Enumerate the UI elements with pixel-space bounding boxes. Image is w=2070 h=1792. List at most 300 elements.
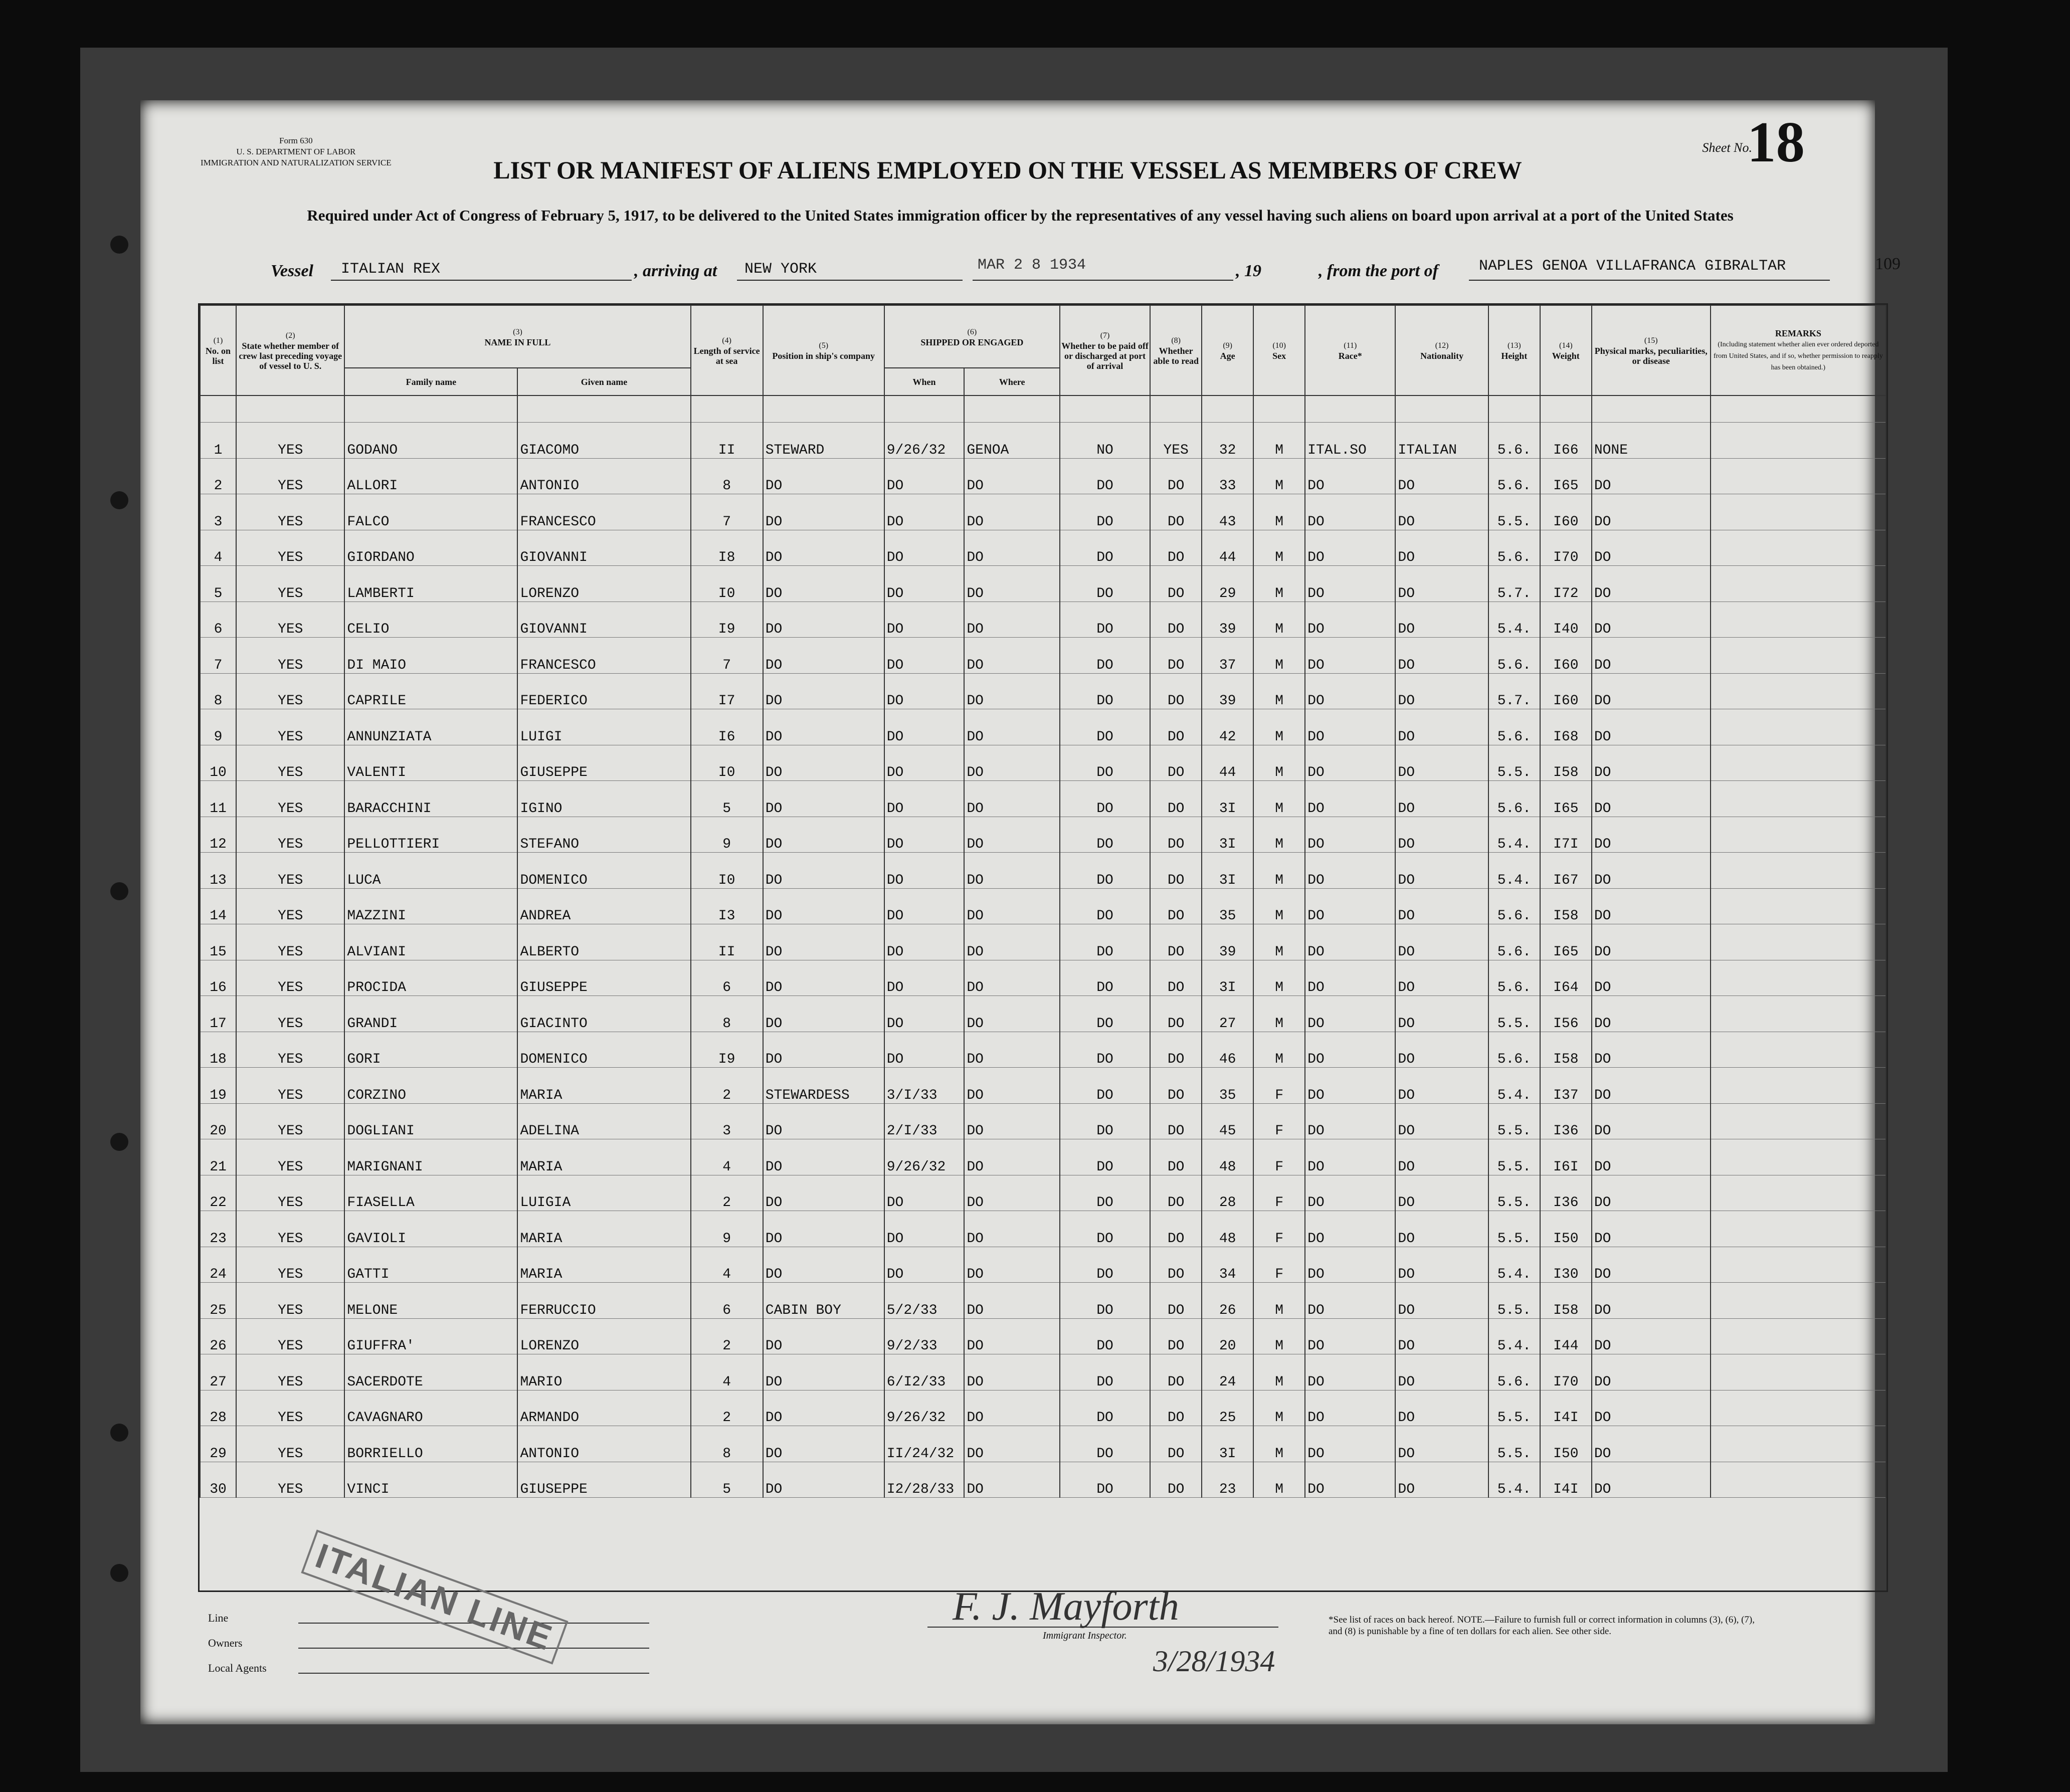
table-row (200, 602, 1886, 638)
shipped-when-cell: 2/I/33 (884, 1103, 965, 1139)
length-of-service-cell: 7 (691, 494, 763, 530)
family-name-cell: CAPRILE (344, 673, 517, 709)
race-cell: DO (1305, 1068, 1395, 1104)
previous-voyage-cell: YES (236, 996, 344, 1032)
row-number-cell: 22 (200, 1175, 236, 1211)
position-cell: STEWARD (763, 423, 884, 459)
weight-cell: I4I (1540, 1390, 1592, 1426)
previous-voyage-cell: YES (236, 745, 344, 781)
sex-cell: F (1253, 1211, 1305, 1247)
age-cell: 26 (1202, 1283, 1253, 1319)
sex-cell: M (1253, 602, 1305, 638)
able-to-read-cell: DO (1150, 709, 1202, 745)
sex-cell: M (1253, 960, 1305, 996)
race-cell: DO (1305, 709, 1395, 745)
able-to-read-cell: DO (1150, 888, 1202, 924)
family-name-cell: DOGLIANI (344, 1103, 517, 1139)
nationality-cell: DO (1395, 817, 1488, 853)
height-cell: 5.5. (1488, 1175, 1540, 1211)
previous-voyage-cell: YES (236, 781, 344, 817)
length-of-service-cell: 6 (691, 960, 763, 996)
remarks-cell (1711, 960, 1886, 996)
given-name-cell: ANTONIO (517, 458, 690, 494)
col-header-marks: (15) Physical marks, peculiarities, or disease (1592, 305, 1711, 395)
weight-cell: I66 (1540, 423, 1592, 459)
age-cell: 34 (1202, 1247, 1253, 1283)
form-tag: Form 630 U. S. DEPARTMENT OF LABOR IMMIGRATION AND NATURALIZATION SERVICE (201, 136, 392, 167)
shipped-where-cell: DO (964, 1175, 1060, 1211)
weight-cell: I58 (1540, 888, 1592, 924)
physical-marks-cell: DO (1592, 996, 1711, 1032)
sex-cell: M (1253, 817, 1305, 853)
paid-off-cell: DO (1060, 960, 1150, 996)
row-number-cell: 2 (200, 458, 236, 494)
family-name-cell: ALLORI (344, 458, 517, 494)
shipped-when-cell: DO (884, 709, 965, 745)
shipped-when-cell: DO (884, 458, 965, 494)
given-name-cell: GIACINTO (517, 996, 690, 1032)
shipped-where-cell: DO (964, 566, 1060, 602)
height-cell: 5.4. (1488, 1462, 1540, 1498)
shipped-when-cell: DO (884, 924, 965, 960)
able-to-read-cell: DO (1150, 960, 1202, 996)
shipped-when-cell: 9/26/32 (884, 1390, 965, 1426)
age-cell: 3I (1202, 960, 1253, 996)
remarks-cell (1711, 1139, 1886, 1175)
height-cell: 5.4. (1488, 1068, 1540, 1104)
table-row (200, 817, 1886, 853)
sex-cell: M (1253, 745, 1305, 781)
physical-marks-cell: DO (1592, 1247, 1711, 1283)
physical-marks-cell: DO (1592, 1390, 1711, 1426)
position-cell: DO (763, 1032, 884, 1068)
punch-hole (110, 882, 128, 900)
shipped-where-cell: DO (964, 817, 1060, 853)
weight-cell: I40 (1540, 602, 1592, 638)
race-cell: DO (1305, 853, 1395, 889)
vessel-name: ITALIAN REX (341, 261, 441, 278)
height-cell: 5.7. (1488, 566, 1540, 602)
family-name-cell: BORRIELLO (344, 1426, 517, 1462)
age-cell: 28 (1202, 1175, 1253, 1211)
position-cell: DO (763, 817, 884, 853)
paid-off-cell: DO (1060, 1175, 1150, 1211)
height-cell: 5.6. (1488, 888, 1540, 924)
race-cell: DO (1305, 1139, 1395, 1175)
table-row (200, 1390, 1886, 1426)
punch-hole (110, 1424, 128, 1442)
shipped-where-cell: DO (964, 1211, 1060, 1247)
row-number-cell: 26 (200, 1318, 236, 1354)
shipped-when-cell: DO (884, 1211, 965, 1247)
age-cell: 24 (1202, 1354, 1253, 1390)
remarks-cell (1711, 602, 1886, 638)
physical-marks-cell: DO (1592, 638, 1711, 674)
shipped-when-cell: DO (884, 673, 965, 709)
col-header-race: (11) Race* (1305, 305, 1395, 395)
nationality-cell: DO (1395, 673, 1488, 709)
age-cell: 3I (1202, 817, 1253, 853)
physical-marks-cell: DO (1592, 1068, 1711, 1104)
shipped-where-cell: DO (964, 1390, 1060, 1426)
row-number-cell: 17 (200, 996, 236, 1032)
physical-marks-cell: DO (1592, 1462, 1711, 1498)
paid-off-cell: DO (1060, 1103, 1150, 1139)
age-cell: 20 (1202, 1318, 1253, 1354)
sex-cell: M (1253, 1283, 1305, 1319)
remarks-cell (1711, 1103, 1886, 1139)
family-name-cell: FALCO (344, 494, 517, 530)
shipped-where-cell: GENOA (964, 423, 1060, 459)
previous-voyage-cell: YES (236, 530, 344, 566)
race-cell: DO (1305, 745, 1395, 781)
col-header-given-name: Given name (517, 368, 690, 395)
row-number-cell: 30 (200, 1462, 236, 1498)
arriving-label: , arriving at (634, 262, 717, 280)
given-name-cell: GIUSEPPE (517, 960, 690, 996)
italian-line-stamp: ITALIAN LINE (301, 1529, 568, 1664)
physical-marks-cell: NONE (1592, 423, 1711, 459)
given-name-cell: LUIGI (517, 709, 690, 745)
shipped-when-cell: DO (884, 888, 965, 924)
able-to-read-cell: DO (1150, 1103, 1202, 1139)
given-name-cell: GIACOMO (517, 423, 690, 459)
shipped-when-cell: 3/I/33 (884, 1068, 965, 1104)
table-row (200, 458, 1886, 494)
height-cell: 5.5. (1488, 1390, 1540, 1426)
weight-cell: I64 (1540, 960, 1592, 996)
able-to-read-cell: DO (1150, 1032, 1202, 1068)
family-name-cell: PELLOTTIERI (344, 817, 517, 853)
age-cell: 3I (1202, 1426, 1253, 1462)
able-to-read-cell: DO (1150, 1462, 1202, 1498)
height-cell: 5.5. (1488, 1103, 1540, 1139)
nationality-cell: DO (1395, 530, 1488, 566)
race-cell: DO (1305, 458, 1395, 494)
given-name-cell: GIOVANNI (517, 602, 690, 638)
shipped-when-cell: 9/2/33 (884, 1318, 965, 1354)
age-cell: 39 (1202, 673, 1253, 709)
row-number-cell: 24 (200, 1247, 236, 1283)
sex-cell: M (1253, 781, 1305, 817)
position-cell: DO (763, 960, 884, 996)
table-row (200, 709, 1886, 745)
punch-hole (110, 236, 128, 254)
physical-marks-cell: DO (1592, 709, 1711, 745)
line-label: Line (208, 1612, 229, 1624)
family-name-cell: CAVAGNARO (344, 1390, 517, 1426)
sex-cell: F (1253, 1139, 1305, 1175)
race-cell: DO (1305, 1318, 1395, 1354)
weight-cell: I72 (1540, 566, 1592, 602)
age-cell: 39 (1202, 924, 1253, 960)
length-of-service-cell: I0 (691, 745, 763, 781)
given-name-cell: GIOVANNI (517, 530, 690, 566)
row-number-cell: 23 (200, 1211, 236, 1247)
table-row (200, 924, 1886, 960)
given-name-cell: FEDERICO (517, 673, 690, 709)
position-cell: DO (763, 924, 884, 960)
race-cell: DO (1305, 494, 1395, 530)
nationality-cell: DO (1395, 638, 1488, 674)
col-header-read: (8) Whether able to read (1150, 305, 1202, 395)
race-cell: DO (1305, 1103, 1395, 1139)
given-name-cell: MARIA (517, 1211, 690, 1247)
physical-marks-cell: DO (1592, 1318, 1711, 1354)
remarks-cell (1711, 1175, 1886, 1211)
family-name-cell: CORZINO (344, 1068, 517, 1104)
weight-cell: I36 (1540, 1103, 1592, 1139)
nationality-cell: DO (1395, 709, 1488, 745)
family-name-cell: DI MAIO (344, 638, 517, 674)
age-cell: 33 (1202, 458, 1253, 494)
sex-cell: M (1253, 1390, 1305, 1426)
shipped-where-cell: DO (964, 781, 1060, 817)
sheet-number: 18 (1747, 110, 1805, 174)
length-of-service-cell: I6 (691, 709, 763, 745)
family-name-cell: MELONE (344, 1283, 517, 1319)
physical-marks-cell: DO (1592, 673, 1711, 709)
height-cell: 5.5. (1488, 494, 1540, 530)
shipped-when-cell: DO (884, 494, 965, 530)
able-to-read-cell: DO (1150, 781, 1202, 817)
race-cell: DO (1305, 888, 1395, 924)
shipped-when-cell: 5/2/33 (884, 1283, 965, 1319)
length-of-service-cell: 9 (691, 1211, 763, 1247)
weight-cell: I60 (1540, 494, 1592, 530)
position-cell: DO (763, 1318, 884, 1354)
physical-marks-cell: DO (1592, 888, 1711, 924)
remarks-cell (1711, 1426, 1886, 1462)
age-cell: 3I (1202, 853, 1253, 889)
table-row (200, 1139, 1886, 1175)
length-of-service-cell: 2 (691, 1318, 763, 1354)
previous-voyage-cell: YES (236, 673, 344, 709)
previous-voyage-cell: YES (236, 853, 344, 889)
remarks-cell (1711, 1354, 1886, 1390)
weight-cell: I44 (1540, 1318, 1592, 1354)
col-header-service: (4) Length of service at sea (691, 305, 763, 395)
age-cell: 37 (1202, 638, 1253, 674)
family-name-cell: MAZZINI (344, 888, 517, 924)
remarks-cell (1711, 817, 1886, 853)
able-to-read-cell: DO (1150, 996, 1202, 1032)
able-to-read-cell: DO (1150, 853, 1202, 889)
table-row (200, 996, 1886, 1032)
weight-cell: I65 (1540, 781, 1592, 817)
table-row (200, 530, 1886, 566)
age-cell: 32 (1202, 423, 1253, 459)
col-header-family-name: Family name (344, 368, 517, 395)
row-number-cell: 25 (200, 1283, 236, 1319)
previous-voyage-cell: YES (236, 1175, 344, 1211)
table-row (200, 1426, 1886, 1462)
length-of-service-cell: 5 (691, 781, 763, 817)
weight-cell: I67 (1540, 853, 1592, 889)
age-cell: 43 (1202, 494, 1253, 530)
race-cell: DO (1305, 1175, 1395, 1211)
height-cell: 5.4. (1488, 817, 1540, 853)
position-cell: DO (763, 1175, 884, 1211)
nationality-cell: DO (1395, 1175, 1488, 1211)
weight-cell: I4I (1540, 1462, 1592, 1498)
remarks-cell (1711, 458, 1886, 494)
remarks-cell (1711, 709, 1886, 745)
shipped-when-cell: 6/I2/33 (884, 1354, 965, 1390)
length-of-service-cell: I9 (691, 602, 763, 638)
col-header-nationality: (12) Nationality (1395, 305, 1488, 395)
shipped-where-cell: DO (964, 1318, 1060, 1354)
nationality-cell: DO (1395, 1318, 1488, 1354)
paid-off-cell: DO (1060, 602, 1150, 638)
age-cell: 48 (1202, 1139, 1253, 1175)
nationality-cell: DO (1395, 1426, 1488, 1462)
punch-hole (110, 1133, 128, 1151)
given-name-cell: ANDREA (517, 888, 690, 924)
position-cell: DO (763, 1390, 884, 1426)
nationality-cell: DO (1395, 853, 1488, 889)
length-of-service-cell: 8 (691, 996, 763, 1032)
nationality-cell: DO (1395, 1247, 1488, 1283)
family-name-cell: SACERDOTE (344, 1354, 517, 1390)
shipped-where-cell: DO (964, 888, 1060, 924)
race-cell: DO (1305, 1247, 1395, 1283)
age-cell: 44 (1202, 745, 1253, 781)
remarks-cell (1711, 1032, 1886, 1068)
col-header-when: When (884, 368, 965, 395)
paid-off-cell: DO (1060, 996, 1150, 1032)
age-cell: 3I (1202, 781, 1253, 817)
height-cell: 5.6. (1488, 458, 1540, 494)
arriving-port: NEW YORK (744, 261, 817, 278)
position-cell: DO (763, 1354, 884, 1390)
col-header-paid-off: (7) Whether to be paid off or discharged at port of arrival (1060, 305, 1150, 395)
shipped-when-cell: DO (884, 638, 965, 674)
paid-off-cell: DO (1060, 1318, 1150, 1354)
previous-voyage-cell: YES (236, 709, 344, 745)
position-cell: DO (763, 1426, 884, 1462)
sex-cell: F (1253, 1175, 1305, 1211)
position-cell: DO (763, 1103, 884, 1139)
paid-off-cell: DO (1060, 745, 1150, 781)
weight-cell: I58 (1540, 1283, 1592, 1319)
nationality-cell: DO (1395, 1032, 1488, 1068)
position-cell: DO (763, 888, 884, 924)
paid-off-cell: DO (1060, 530, 1150, 566)
previous-voyage-cell: YES (236, 1103, 344, 1139)
physical-marks-cell: DO (1592, 817, 1711, 853)
previous-voyage-cell: YES (236, 566, 344, 602)
row-number-cell: 7 (200, 638, 236, 674)
previous-voyage-cell: YES (236, 423, 344, 459)
previous-voyage-cell: YES (236, 1354, 344, 1390)
able-to-read-cell: DO (1150, 1139, 1202, 1175)
physical-marks-cell: DO (1592, 1211, 1711, 1247)
shipped-where-cell: DO (964, 494, 1060, 530)
row-number-cell: 28 (200, 1390, 236, 1426)
shipped-when-cell: DO (884, 602, 965, 638)
row-number-cell: 15 (200, 924, 236, 960)
page-title: LIST OR MANIFEST OF ALIENS EMPLOYED ON THE VESSEL AS MEMBERS OF CREW (493, 156, 1522, 184)
crew-table (198, 303, 1888, 1592)
able-to-read-cell: DO (1150, 1318, 1202, 1354)
sex-cell: M (1253, 673, 1305, 709)
family-name-cell: VINCI (344, 1462, 517, 1498)
paid-off-cell: DO (1060, 458, 1150, 494)
age-cell: 23 (1202, 1462, 1253, 1498)
col-header-age: (9) Age (1202, 305, 1253, 395)
nationality-cell: DO (1395, 1068, 1488, 1104)
shipped-when-cell: DO (884, 817, 965, 853)
race-cell: DO (1305, 673, 1395, 709)
nationality-cell: DO (1395, 1462, 1488, 1498)
previous-voyage-cell: YES (236, 817, 344, 853)
table-row (200, 888, 1886, 924)
given-name-cell: IGINO (517, 781, 690, 817)
paid-off-cell: DO (1060, 1068, 1150, 1104)
nationality-cell: ITALIAN (1395, 423, 1488, 459)
able-to-read-cell: DO (1150, 1068, 1202, 1104)
col-header-remarks: REMARKS (Including statement whether alien ever ordered deported from United States, and if so, whether permission to reapply has been obtained.) (1711, 305, 1886, 395)
sex-cell: F (1253, 1068, 1305, 1104)
position-cell: DO (763, 1462, 884, 1498)
length-of-service-cell: 2 (691, 1068, 763, 1104)
paid-off-cell: DO (1060, 673, 1150, 709)
remarks-cell (1711, 566, 1886, 602)
race-cell: DO (1305, 1283, 1395, 1319)
previous-voyage-cell: YES (236, 1068, 344, 1104)
height-cell: 5.6. (1488, 1354, 1540, 1390)
nationality-cell: DO (1395, 781, 1488, 817)
sex-cell: M (1253, 638, 1305, 674)
given-name-cell: DOMENICO (517, 1032, 690, 1068)
position-cell: DO (763, 1247, 884, 1283)
position-cell: DO (763, 1139, 884, 1175)
nationality-cell: DO (1395, 996, 1488, 1032)
height-cell: 5.4. (1488, 853, 1540, 889)
date-stamp: MAR 2 8 1934 (978, 257, 1086, 274)
row-number-cell: 4 (200, 530, 236, 566)
age-cell: 42 (1202, 709, 1253, 745)
shipped-where-cell: DO (964, 530, 1060, 566)
table-row (200, 853, 1886, 889)
length-of-service-cell: I0 (691, 566, 763, 602)
physical-marks-cell: DO (1592, 494, 1711, 530)
weight-cell: I65 (1540, 458, 1592, 494)
given-name-cell: ANTONIO (517, 1426, 690, 1462)
nationality-cell: DO (1395, 1283, 1488, 1319)
physical-marks-cell: DO (1592, 1139, 1711, 1175)
previous-voyage-cell: YES (236, 1283, 344, 1319)
length-of-service-cell: 2 (691, 1175, 763, 1211)
previous-voyage-cell: YES (236, 1318, 344, 1354)
physical-marks-cell: DO (1592, 853, 1711, 889)
paid-off-cell: NO (1060, 423, 1150, 459)
previous-voyage-cell: YES (236, 1390, 344, 1426)
family-name-cell: PROCIDA (344, 960, 517, 996)
shipped-when-cell: DO (884, 530, 965, 566)
family-name-cell: GIUFFRA' (344, 1318, 517, 1354)
shipped-when-cell: DO (884, 566, 965, 602)
able-to-read-cell: DO (1150, 1283, 1202, 1319)
shipped-when-cell: II/24/32 (884, 1426, 965, 1462)
previous-voyage-cell: YES (236, 1139, 344, 1175)
sex-cell: M (1253, 1032, 1305, 1068)
physical-marks-cell: DO (1592, 1175, 1711, 1211)
position-cell: STEWARDESS (763, 1068, 884, 1104)
shipped-when-cell: DO (884, 996, 965, 1032)
table-row (200, 566, 1886, 602)
